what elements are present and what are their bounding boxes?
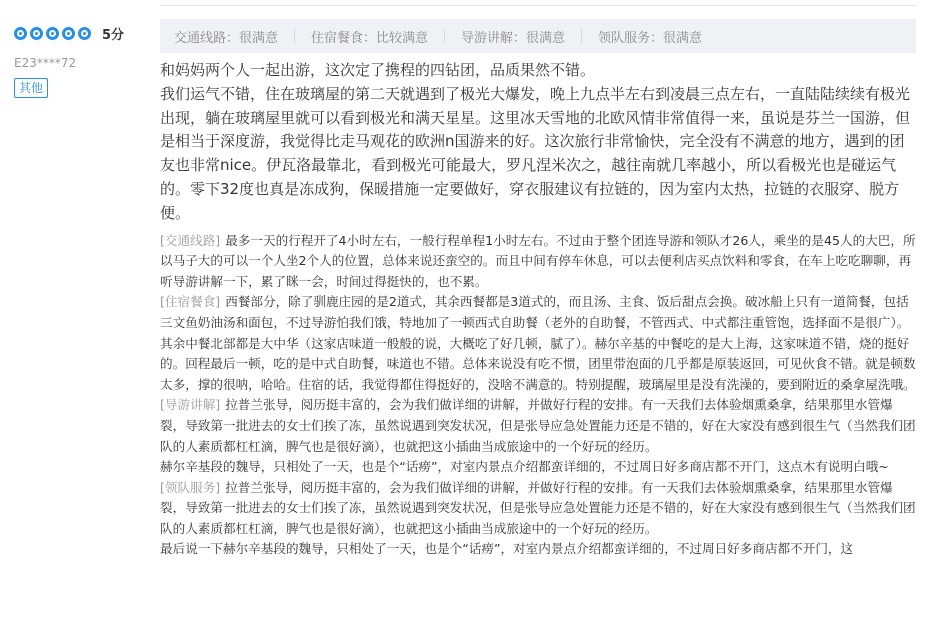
review-content <box>160 19 916 560</box>
rating-circle-icon <box>30 27 43 40</box>
score-lodging: 住宿餐食：比较满意 <box>311 30 429 46</box>
section-traffic <box>160 231 916 293</box>
rating-circle-icon <box>78 27 91 40</box>
score-divider <box>444 29 445 43</box>
score-guide: 导游讲解：很满意 <box>461 30 566 46</box>
section-leader <box>160 478 916 540</box>
score-divider <box>294 29 295 43</box>
score-traffic: 交通线路：很满意 <box>174 30 279 46</box>
section-guide-extra: 赫尔辛基段的魏导，只相处了一天，也是个“话痨”，对室内景点介绍都蛮详细的，不过周日好多商店都不开门，这点木有说明白哦~ <box>160 459 889 475</box>
section-text: 拉普兰张导，阅历挺丰富的，会为我们做详细的讲解，并做好行程的安排。有一天我们去体验烟熏桑拿，结果那里水管爆裂，导致第一批进去的女士们挨了冻，虽然说遇到突发状况，但是张导应急处置能力还是不错的，好在大家没有感到很生气（当然我们团队的人素质都杠杠滴，脾气也是很好滴），也就把这小插曲当成旅途中的一个好玩的经历。 <box>160 397 916 454</box>
reviewer-panel <box>14 22 154 98</box>
section-guide <box>160 395 916 457</box>
section-label: [导游讲解] <box>160 397 221 413</box>
top-divider <box>160 5 916 6</box>
section-text: 最多一天的行程开了4小时左右，一般行程单程1小时左右。不过由于整个团连导游和领队才26人，乘坐的是45人的大巴，所以马子大的可以一个人坐2个人的位置，总体来说还蛮空的。而且中间有停车休息，可以去便利店买点饮料和零食，在车上吃吃聊聊，再听导游讲解一下，累了眯一会，时间过得挺快的，也不累。 <box>160 232 916 289</box>
review-main-text <box>160 59 916 226</box>
rating-circle-icon <box>14 27 27 40</box>
rating-score: 5分 <box>102 27 125 43</box>
rating-circle-icon <box>62 27 75 40</box>
rating <box>14 22 154 44</box>
rating-circle-icon <box>46 27 59 40</box>
section-label: [交通线路] <box>160 232 221 248</box>
score-leader: 领队服务：很满意 <box>598 30 703 46</box>
section-leader-extra: 最后说一下赫尔辛基段的魏导，只相处了一天，也是个“话痨”，对室内景点介绍都蛮详细的，不过周日好多商店都不开门，这 <box>160 541 854 557</box>
section-lodging <box>160 292 916 395</box>
review-body: 我们运气不错，住在玻璃屋的第二天就遇到了极光大爆发，晚上九点半左右到凌晨三点左右，一直陆陆续续有极光出现，躺在玻璃屋里就可以看到极光和满天星星。这里冰天雪地的北欧风情非常值得一来，虽说是芬兰一国游，但是相当于深度游，我觉得比走马观花的欧洲n国游来的好。这次旅行非常愉快，完全没有不满意的地方，遇到的团友也非常nice。伊瓦洛最靠北，看到极光可能最大，罗凡涅米次之，越往南就几率越小，所以看极光也是碰运气的。零下32度也真是冻成狗，保暖措施一定要做好，穿衣服建议有拉链的，因为室内太热，拉链的衣服穿、脱方便。 <box>160 84 911 222</box>
reviewer-id: E23****72 <box>14 56 77 70</box>
review-sections <box>160 231 916 561</box>
section-label: [住宿餐食] <box>160 294 221 310</box>
score-divider <box>581 29 582 43</box>
review-intro: 和妈妈两个人一起出游，这次定了携程的四钻团，品质果然不错。 <box>160 61 596 79</box>
traveler-type-tag: 其他 <box>14 78 48 98</box>
section-text: 西餐部分，除了驯鹿庄园的是2道式，其余西餐都是3道式的，而且汤、主食、饭后甜点会换。破冰船上只有一道简餐，包括三文鱼奶油汤和面包，不过导游怕我们饿，特地加了一顿西式自助餐（老外的自助餐，不管西式、中式都注重管饱，选择面不是很广）。其余中餐北部都是大中华（这家店味道一般般的说，大概吃了好几顿，腻了）。赫尔辛基的中餐吃的是大上海，这家味道不错，烧的挺好的。回程最后一顿，吃的是中式自助餐，味道也不错。总体来说没有吃不惯，团里带泡面的几乎都是原装返回，可见伙食不错。就是顿数太多，撑的很呐，哈哈。住宿的话，我觉得都住得挺好的，没啥不满意的。特别提醒，玻璃屋里是没有洗澡的，要到附近的桑拿屋洗哦。 <box>160 294 916 392</box>
section-text: 拉普兰张导，阅历挺丰富的，会为我们做详细的讲解，并做好行程的安排。有一天我们去体验烟熏桑拿，结果那里水管爆裂，导致第一批进去的女士们挨了冻，虽然说遇到突发状况，但是张导应急处置能力还是不错的，好在大家没有感到很生气（当然我们团队的人素质都杠杠滴，脾气也是很好滴），也就把这小插曲当成旅途中的一个好玩的经历。 <box>160 479 916 536</box>
sub-scores-bar <box>160 19 916 53</box>
section-label: [领队服务] <box>160 479 221 495</box>
